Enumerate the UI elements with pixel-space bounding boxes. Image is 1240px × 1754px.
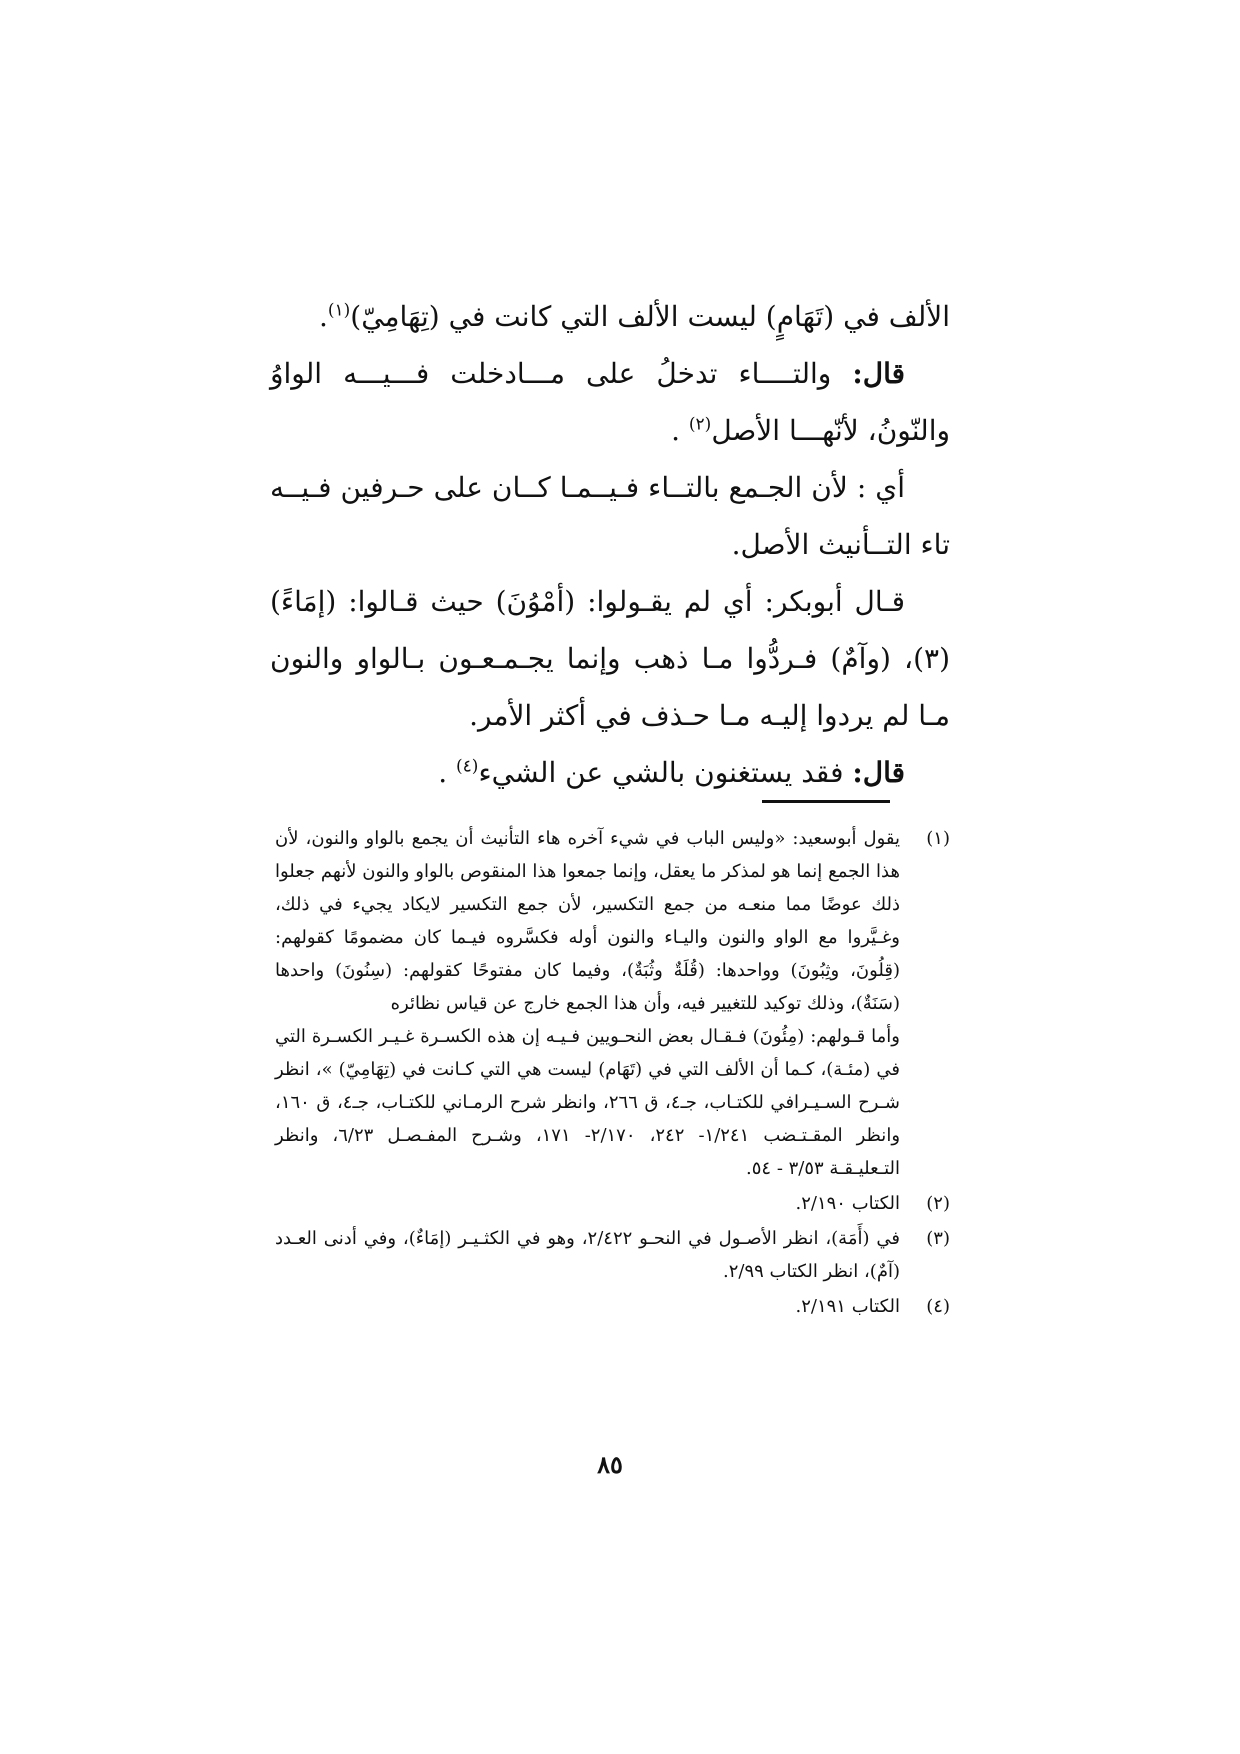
footnote-paragraph: في (أَمَة)، انظر الأصـول في النحـو ٢/٤٢٢، وهو في الكثـيـر (إمَاءٌ)، وفي أدنى العـدد (آمٌ)، انظر الكتاب ٢/٩٩. bbox=[275, 1228, 900, 1282]
footnote-number: (٣) bbox=[926, 1228, 950, 1249]
paragraph-5 bbox=[270, 744, 950, 801]
paragraph-1-end: . bbox=[318, 300, 328, 333]
footnote-body bbox=[275, 1290, 900, 1323]
footnote-4 bbox=[275, 1290, 950, 1323]
footnote-paragraph: الكتاب ٢/١٩١. bbox=[795, 1296, 900, 1317]
footnote-paragraph: الكتاب ٢/١٩٠. bbox=[795, 1193, 900, 1214]
footnote-paragraph: يقول أبوسعيد: «وليس الباب في شيء آخره هاء التأنيث أن يجمع بالواو والنون، لأن هذا الجمع إنما هو لمذكر ما يعقل، وإنما جمعوا هذا المنقوص بالواو والنون لأنهم جعلوا ذلك عوضًا مما منعـه من جمع التكسير، لأن جمع التكسير لايكاد يجيء في ذلك، وغـيَّروا مع الواو والنون واليـاء والنون أوله فكسَّروه فيـما كان مضمومًا كقولهم: (قِلُونَ، وثِبُونَ) وواحدها: (قُلَةٌ وثُبَةٌ)، وفيما كان مفتوحًا كقولهم: (سِنُونَ) واحدها (سَنَةٌ)، وذلك توكيد للتغيير فيه، وأن هذا الجمع خارج عن قياس نظائره bbox=[275, 828, 900, 1014]
paragraph-4: قـال أبوبكر: أي لم يقـولوا: (أمْوُنَ) حيث قـالوا: (إمَاءً)(٣)، (وآمٌ) فـردُّوا مـا ذهب وإنما يجـمـعـون بـالواو والنون مـا لم يردوا إليـه مـا حـذف في أكثر الأمر. bbox=[270, 585, 950, 732]
footnote-ref-1[interactable]: (١) bbox=[327, 300, 351, 321]
paragraph-5-text: فقد يستغنون بالشي عن الشيء bbox=[478, 756, 853, 789]
paragraph-1 bbox=[270, 288, 950, 345]
paragraph-2-end: . bbox=[671, 414, 689, 447]
speaker-label: قال: bbox=[852, 756, 905, 789]
footnote-ref-4[interactable]: (٤) bbox=[456, 756, 479, 777]
footnote-body bbox=[275, 1187, 900, 1220]
footnote-body bbox=[275, 1222, 900, 1288]
paragraph-2 bbox=[270, 345, 950, 459]
paragraph-1-text: الألف في (تَهَامٍ) ليست الألف التي كانت في (تِهَامِيّ) bbox=[350, 300, 950, 333]
footnote-divider bbox=[762, 800, 890, 803]
footnote-number: (٢) bbox=[926, 1193, 950, 1214]
footnote-paragraph: وأما قـولهم: (مِئُونَ) فـقـال بعض النحـويين فـيـه إن هذه الكسـرة غـيـر الكسـرة التي في (مئـة)، كـما أن الألف التي في (تَهَام) ليست هي التي كـانت في (تِهَامِيّ) »، انظر شـرح السـيـرافي للكتـاب، جـ٤، ق ٢٦٦، وانظر شرح الرمـاني للكتـاب، جـ٤، ق ١٦٠، وانظر المقـتـضب ١/٢٤١- ٢٤٢، ٢/١٧٠- ١٧١، وشـرح المفـصـل ٦/٢٣، وانظر التـعليـقـة ٣/٥٣ - ٥٤. bbox=[275, 1026, 901, 1179]
footnote-3 bbox=[275, 1222, 950, 1288]
footnote-2 bbox=[275, 1187, 950, 1220]
speaker-label: قال: bbox=[852, 357, 905, 390]
footnote-1 bbox=[275, 822, 950, 1185]
page-number: ٨٥ bbox=[597, 1450, 623, 1479]
paragraph-3: أي : لأن الجـمع بالتــاء فـيــمـا كــان على حـرفين فـيــه تاء التــأنيث الأصل. bbox=[270, 471, 950, 561]
footnote-ref-2[interactable]: (٢) bbox=[688, 414, 712, 435]
paragraph-5-end: . bbox=[438, 756, 457, 789]
paragraph-2-text: والتــــاء تدخلُ على مـــادخلت فـــيـــه الواوُ والنّونُ، لأنّهـــا الأصل bbox=[270, 357, 950, 447]
footnote-number: (٤) bbox=[926, 1296, 950, 1317]
footnote-body bbox=[275, 822, 900, 1185]
footnote-number: (١) bbox=[926, 828, 950, 849]
footnotes bbox=[275, 822, 950, 1325]
main-text bbox=[270, 288, 950, 801]
